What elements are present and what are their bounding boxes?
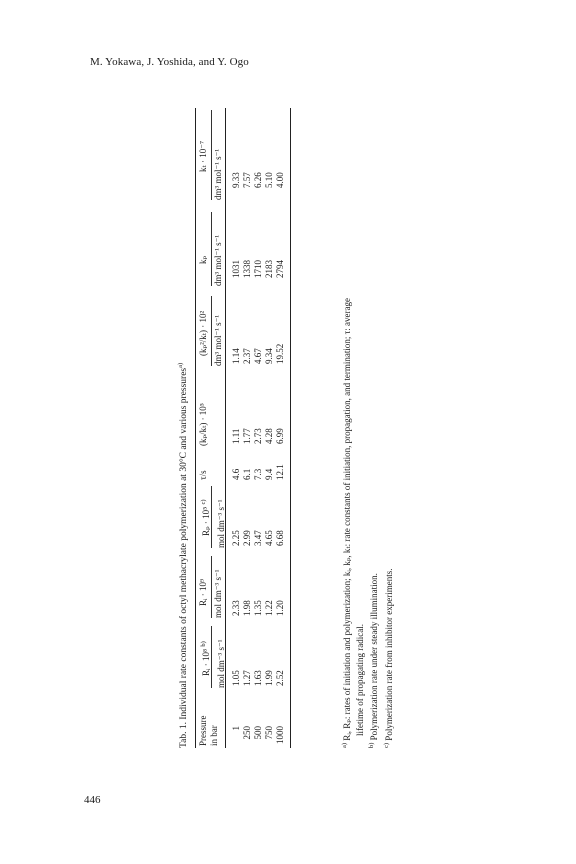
- cell-kp-kt: 4.28: [264, 428, 274, 444]
- cell-rp: 3.47: [253, 530, 263, 546]
- cell-kp-kt: 6.99: [275, 428, 285, 444]
- col-header-line2: in bar: [209, 725, 219, 746]
- col-header-line2: mol dm⁻³ s⁻¹: [216, 499, 226, 548]
- footnote-text: Polymerization rate under steady illumination.: [369, 573, 379, 741]
- cell-rp: 2.25: [231, 530, 241, 546]
- header-underline: [211, 486, 213, 548]
- cell-kp2-kt: 2.37: [242, 348, 252, 364]
- rotated-table-block: [169, 108, 429, 748]
- col-header-line1: kₚ: [198, 255, 208, 264]
- cell-rp: 2.99: [242, 530, 252, 546]
- header-underline: [211, 296, 213, 366]
- footnote-mark: a): [341, 742, 348, 748]
- cell-ri9: 1.35: [253, 600, 263, 616]
- col-header-line2: dm³ mol⁻¹ s⁻¹: [213, 148, 223, 200]
- cell-tau: 12.1: [275, 464, 285, 480]
- col-header-mark: c): [200, 499, 207, 505]
- footnote-text: Polymerization rate from inhibitor experiments.: [383, 568, 394, 741]
- cell-kt: 9.33: [231, 172, 241, 188]
- header-bottom-rule: [225, 108, 226, 748]
- cell-ri8: 2.52: [275, 670, 285, 686]
- caption-text: Tab. 1. Individual rate constants of octyl methacrylate polymerization at 30°C and various pressures: [179, 367, 190, 748]
- footnote-a-continued: [354, 108, 367, 748]
- col-header-line1: (kₚ/kₜ) · 10⁵: [198, 403, 208, 446]
- table-caption: [177, 363, 189, 748]
- cell-ri8: 1.99: [264, 670, 274, 686]
- col-header-line1: Pressure: [198, 715, 208, 746]
- footnote-c: [381, 108, 396, 748]
- col-header-line1: kₜ · 10⁻⁷: [198, 140, 208, 172]
- cell-ri8: 1.05: [231, 670, 241, 686]
- table-bottom-rule: [290, 108, 291, 748]
- header-underline: [211, 556, 213, 618]
- cell-kp2-kt: 19.52: [275, 343, 285, 364]
- col-header-text: Rᵢ · 10⁸: [201, 648, 211, 676]
- cell-kp: 1710: [253, 260, 263, 278]
- cell-kt: 6.26: [253, 172, 263, 188]
- cell-kp2-kt: 1.14: [231, 348, 241, 364]
- cell-kp2-kt: 9.34: [264, 348, 274, 364]
- col-header-line1: Rᵢ · 10⁹: [198, 578, 208, 606]
- table-top-rule: [195, 108, 196, 748]
- cell-kp-kt: 1.77: [242, 428, 252, 444]
- footnote-mark: b): [368, 742, 375, 748]
- header-underline: [211, 626, 213, 688]
- cell-ri9: 1.98: [242, 600, 252, 616]
- cell-tau: 6.1: [242, 468, 252, 480]
- col-header-line2: mol dm⁻³ s⁻¹: [216, 639, 226, 688]
- cell-kt: 4.00: [275, 172, 285, 188]
- col-header-line1: τ/s: [198, 470, 208, 480]
- header-underline: [211, 110, 213, 200]
- footnote-mark: c): [382, 742, 390, 748]
- col-header-tau: [198, 470, 209, 480]
- footnote-b: [366, 108, 381, 748]
- cell-tau: 9.4: [264, 468, 274, 480]
- cell-kp: 2183: [264, 260, 274, 278]
- cell-rp: 6.68: [275, 530, 285, 546]
- cell-tau: 7.3: [253, 468, 263, 480]
- col-header-line2: dm³ mol⁻¹ s⁻¹: [213, 314, 223, 366]
- footnotes: [339, 108, 395, 748]
- cell-pressure: 750: [264, 726, 274, 740]
- footnote-text: Rᵢ, Rₚ: rates of initiation and polymerization; kᵢ, kₚ, kₜ: rate constants of initiation, propagation, and termination; τ: average: [342, 298, 352, 741]
- cell-rp: 4.65: [264, 530, 274, 546]
- cell-pressure: 250: [242, 726, 252, 740]
- cell-ri9: 2.33: [231, 600, 241, 616]
- cell-tau: 4.6: [231, 468, 241, 480]
- cell-ri8: 1.63: [253, 670, 263, 686]
- cell-kp-kt: 1.11: [231, 428, 241, 444]
- footnote-a: [339, 108, 354, 748]
- running-header: M. Yokawa, J. Yoshida, and Y. Ogo: [90, 56, 249, 68]
- col-header-line1: (kₚ²/kₜ) · 10²: [198, 310, 208, 356]
- col-header-line1: [198, 640, 212, 688]
- cell-ri9: 1.22: [264, 600, 274, 616]
- cell-ri9: 1.20: [275, 600, 285, 616]
- footnote-text: lifetime of propagating radical.: [354, 624, 365, 736]
- col-header-line2: mol dm⁻³ s⁻¹: [213, 569, 223, 618]
- cell-kp2-kt: 4.67: [253, 348, 263, 364]
- cell-kt: 7.57: [242, 172, 252, 188]
- col-header-mark: b): [200, 641, 207, 647]
- cell-ri8: 1.27: [242, 670, 252, 686]
- header-underline: [211, 212, 213, 286]
- col-header-kp-kt: [198, 403, 209, 446]
- cell-pressure: 1000: [275, 726, 285, 744]
- col-header-pressure: [198, 716, 220, 747]
- caption-footnote-mark: a): [177, 362, 184, 368]
- cell-pressure: 500: [253, 726, 263, 740]
- cell-kp: 1338: [242, 260, 252, 278]
- cell-kp: 2794: [275, 260, 285, 278]
- page-number: 446: [84, 794, 101, 806]
- col-header-text: Rₚ · 10⁵: [201, 506, 211, 536]
- col-header-line1: [198, 499, 212, 548]
- cell-kt: 5.10: [264, 172, 274, 188]
- cell-pressure: 1: [231, 726, 241, 731]
- col-header-line2: dm³ mol⁻¹ s⁻¹: [213, 234, 223, 286]
- cell-kp-kt: 2.73: [253, 428, 263, 444]
- cell-kp: 1031: [231, 260, 241, 278]
